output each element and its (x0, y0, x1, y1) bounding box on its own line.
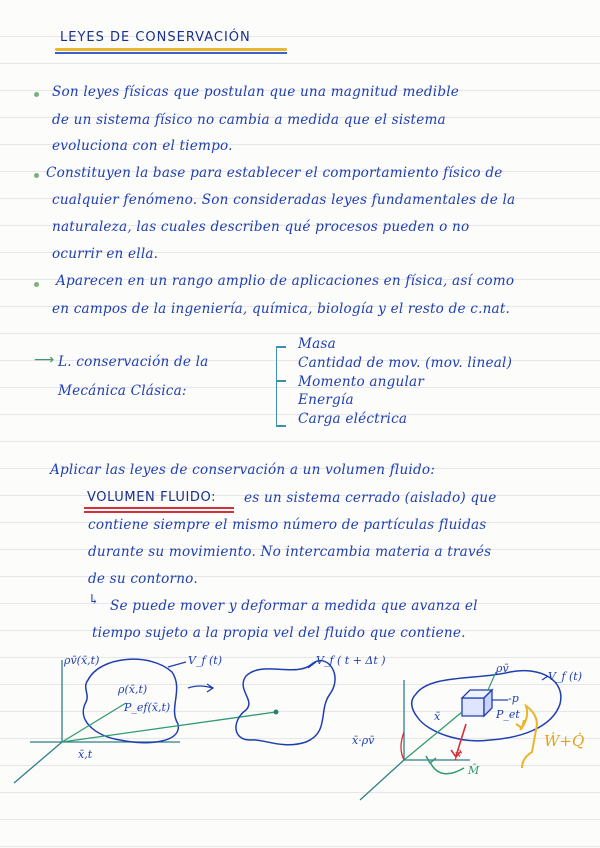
return-arrow-icon: ↳ (88, 592, 100, 608)
origin-label: x̄,t (78, 748, 93, 761)
mechanics-label-line-2: Mecánica Clásica: (58, 383, 187, 399)
pressure-label: P_ef(x̄,t) (124, 701, 171, 714)
energy-flux-icon (520, 706, 537, 768)
energy-label: Ẇ+Q̇ (544, 732, 585, 750)
angular-momentum-label: x̄·ρv̄ (352, 734, 375, 747)
pressure-et-label: P_et (496, 708, 520, 721)
fluid-intro: Aplicar las leyes de conservación a un volumen fluido: (50, 462, 436, 478)
moment-label: M̄ (468, 764, 480, 777)
bullet-2-line-1: Constituyen la base para establecer el comportamiento físico de (46, 165, 503, 181)
mechanics-item-3: Momento angular (298, 374, 425, 390)
moment-arrow (430, 762, 464, 774)
fluid-definition-line-3: durante su movimiento. No intercambia materia a través (88, 544, 492, 560)
mechanics-item-4: Energía (298, 392, 354, 408)
motion-arrow (188, 686, 212, 688)
page-title: LEYES DE CONSERVACIÓN (60, 30, 251, 45)
right-axes (360, 680, 470, 800)
volume-t-dt-label: V_f ( t + Δt ) (316, 654, 386, 667)
arrow-right-icon: ⟶ (34, 352, 55, 368)
fluid-definition-line-1: es un sistema cerrado (aislado) que (244, 490, 497, 506)
bullet-3-line-1: Aparecen en un rango amplio de aplicaciones en física, así como (56, 273, 515, 289)
position-vector (62, 703, 126, 742)
mechanics-item-5: Carga eléctrica (298, 411, 408, 427)
momentum-label: ρv̄ (496, 662, 509, 675)
density-label: ρ(x̄,t) (118, 683, 148, 696)
fluid-definition-line-4: de su contorno. (88, 571, 198, 587)
mechanics-item-2: Cantidad de mov. (mov. lineal) (298, 355, 513, 371)
bullet-2-line-4: ocurrir en ella. (52, 246, 159, 262)
trajectory-line (62, 712, 276, 742)
mechanics-label-line-1: L. conservación de la (58, 354, 209, 370)
mechanics-item-1: Masa (298, 336, 336, 352)
fluid-note-line-2: tiempo sujeto a la propia vel del fluido que contiene. (92, 625, 466, 641)
volume-t-label: V_f (t) (188, 654, 223, 667)
bullet-1-line-2: de un sistema físico no cambia a medida que el sistema (52, 112, 446, 128)
fluid-volume-blob-t-dt (236, 661, 335, 745)
fluid-element-cube (462, 690, 492, 716)
particle-dot (274, 710, 279, 715)
pressure-force-label: -p (508, 692, 519, 705)
bullet-2-line-2: cualquier fenómeno. Son consideradas leyes fundamentales de la (52, 192, 516, 208)
bullet-1-line-3: evoluciona con el tiempo. (52, 138, 233, 154)
control-volume-label: V_f (t) (548, 670, 583, 683)
momentum-density-label: ρv̄(x̄,t) (64, 654, 100, 667)
bullet-1-line-1: Son leyes físicas que postulan que una magnitud medible (52, 84, 460, 100)
bullet-2-line-3: naturaleza, las cuales describen qué procesos pueden o no (52, 219, 470, 235)
fluid-note-line-1: Se puede mover y deformar a medida que avanza el (110, 598, 478, 614)
fluid-volume-term: VOLUMEN FLUIDO: (87, 490, 217, 505)
force-label: F̄ (454, 750, 462, 763)
left-axes (14, 660, 180, 783)
bullet-3-line-2: en campos de la ingeniería, química, biología y el resto de c.nat. (52, 301, 511, 317)
fluid-definition-line-2: contiene siempre el mismo número de partículas fluidas (88, 517, 487, 533)
position-label: x̄ (434, 710, 441, 723)
